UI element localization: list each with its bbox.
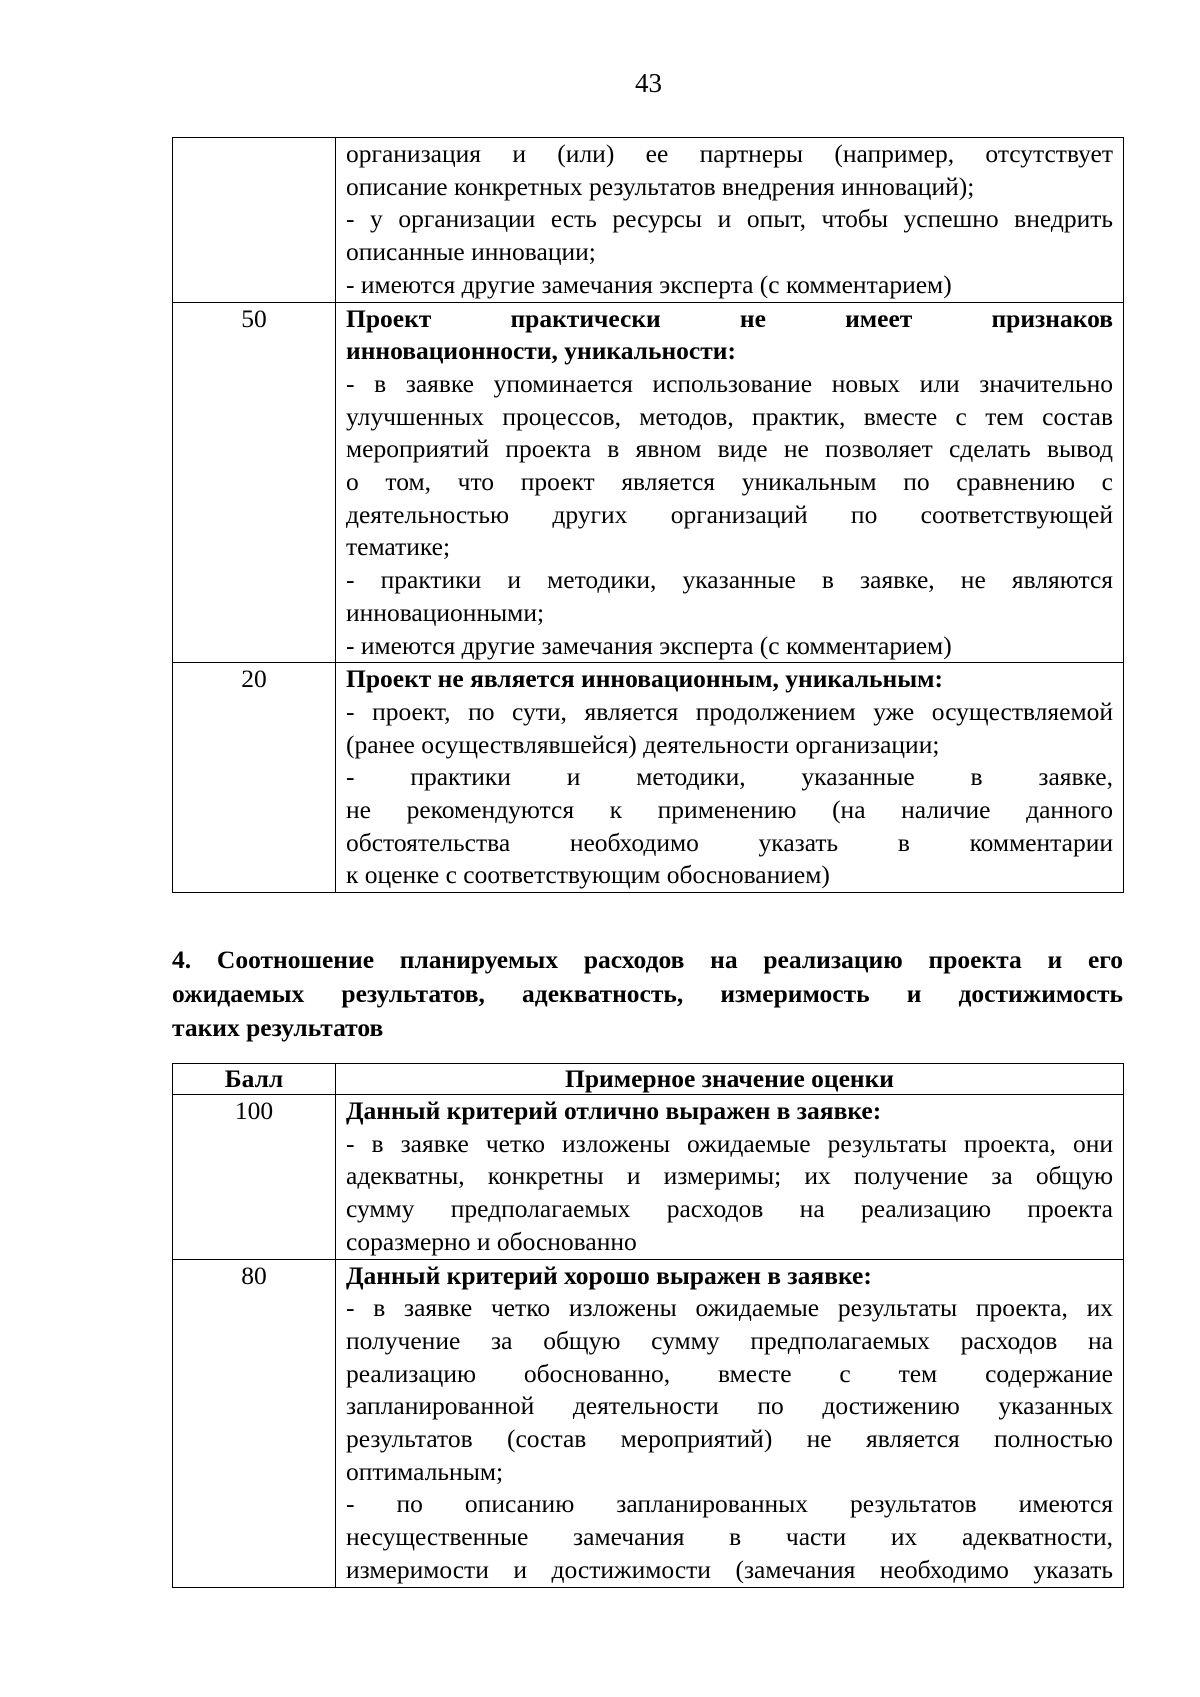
section-heading-line: таких результатов bbox=[172, 1013, 384, 1042]
description-line: оптимальным; bbox=[346, 1456, 504, 1486]
column-header-score: Балл bbox=[173, 1064, 336, 1095]
description-cell bbox=[336, 1095, 1124, 1260]
section-heading-line: 4. Соотношение планируемых расходов на реализацию проекта и его bbox=[172, 945, 1123, 974]
description-line: - практики и методики, указанные в заявке, bbox=[346, 762, 1113, 792]
description-line: - практики и методики, указанные в заявке, не являются bbox=[346, 565, 1113, 595]
criterion-heading-line: Данный критерий отлично выражен в заявке: bbox=[346, 1096, 882, 1125]
description-line: - имеются другие замечания эксперта (с комментарием) bbox=[346, 630, 952, 660]
page-number: 43 bbox=[635, 68, 662, 98]
description-line: не рекомендуются к применению (на наличие данного bbox=[346, 795, 1113, 825]
score-cell: 80 bbox=[173, 1259, 336, 1587]
table-row bbox=[173, 302, 1124, 663]
criterion-heading-line: инновационности, уникальности: bbox=[346, 336, 736, 366]
description-cell bbox=[336, 663, 1124, 893]
criteria-table-expenses bbox=[172, 1063, 1124, 1588]
criteria-table-innovation bbox=[172, 137, 1124, 893]
description-line: улучшенных процессов, методов, практик, вместе с тем состав bbox=[346, 401, 1113, 431]
score-cell: 20 bbox=[173, 663, 336, 893]
description-line: о том, что проект является уникальным по сравнению с bbox=[346, 467, 1113, 497]
table-row bbox=[173, 138, 1124, 303]
score-cell: 50 bbox=[173, 302, 336, 663]
description-line: запланированной деятельности по достижению указанных bbox=[346, 1391, 1113, 1421]
description-line: деятельностью других организаций по соответствующей bbox=[346, 499, 1113, 529]
description-cell bbox=[336, 138, 1124, 303]
description-line: (ранее осуществлявшейся) деятельности организации; bbox=[346, 729, 940, 759]
criterion-heading-line: Проект практически не имеет признаков bbox=[346, 303, 1113, 333]
score-cell: 100 bbox=[173, 1095, 336, 1260]
table-row bbox=[173, 663, 1124, 893]
description-line: - в заявке четко изложены ожидаемые результаты проекта, они bbox=[346, 1128, 1113, 1158]
description-line: получение за общую сумму предполагаемых расходов на bbox=[346, 1325, 1113, 1355]
criteria-table-expenses-body bbox=[173, 1095, 1124, 1588]
column-header-value: Примерное значение оценки bbox=[336, 1064, 1124, 1095]
description-line: - имеются другие замечания эксперта (с комментарием) bbox=[346, 269, 952, 299]
criterion-heading-line: Проект не является инновационным, уникальным: bbox=[346, 664, 943, 694]
description-line: - в заявке упоминается использование новых или значительно bbox=[346, 368, 1113, 398]
description-line: адекватны, конкретны и измеримы; их получение за общую bbox=[346, 1161, 1113, 1191]
description-line: описание конкретных результатов внедрения инноваций); bbox=[346, 171, 975, 201]
description-line: соразмерно и обоснованно bbox=[346, 1226, 637, 1256]
table-row bbox=[173, 1259, 1124, 1587]
section-heading-line: ожидаемых результатов, адекватность, измеримость и достижимость bbox=[172, 979, 1123, 1008]
description-cell bbox=[336, 1259, 1124, 1587]
description-line: несущественные замечания в части их адекватности, bbox=[346, 1522, 1113, 1552]
criterion-heading-line: Данный критерий хорошо выражен в заявке: bbox=[346, 1260, 872, 1290]
description-line: реализацию обоснованно, вместе с тем содержание bbox=[346, 1358, 1113, 1388]
description-line: результатов (состав мероприятий) не является полностью bbox=[346, 1424, 1113, 1454]
description-line: измеримости и достижимости (замечания необходимо указать bbox=[346, 1554, 1113, 1584]
description-line: мероприятий проекта в явном виде не позволяет сделать вывод bbox=[346, 434, 1113, 464]
description-line: описанные инновации; bbox=[346, 237, 596, 267]
section-4-heading bbox=[172, 943, 1123, 1045]
description-line: - в заявке четко изложены ожидаемые результаты проекта, их bbox=[346, 1293, 1113, 1323]
table-row bbox=[173, 1095, 1124, 1260]
score-cell bbox=[173, 138, 336, 303]
description-line: - по описанию запланированных результатов имеются bbox=[346, 1489, 1113, 1519]
description-cell bbox=[336, 302, 1124, 663]
description-line: организация и (или) ее партнеры (например, отсутствует bbox=[346, 139, 1113, 168]
description-line: - проект, по сути, является продолжением уже осуществляемой bbox=[346, 696, 1113, 726]
description-line: обстоятельства необходимо указать в комментарии bbox=[346, 827, 1113, 857]
description-line: сумму предполагаемых расходов на реализацию проекта bbox=[346, 1194, 1113, 1224]
table-header-row bbox=[173, 1064, 1124, 1095]
description-line: инновационными; bbox=[346, 597, 545, 627]
criteria-table-innovation-body bbox=[173, 138, 1124, 893]
description-line: тематике; bbox=[346, 532, 451, 562]
description-line: к оценке с соответствующим обоснованием) bbox=[346, 860, 830, 890]
description-line: - у организации есть ресурсы и опыт, чтобы успешно внедрить bbox=[346, 204, 1113, 234]
